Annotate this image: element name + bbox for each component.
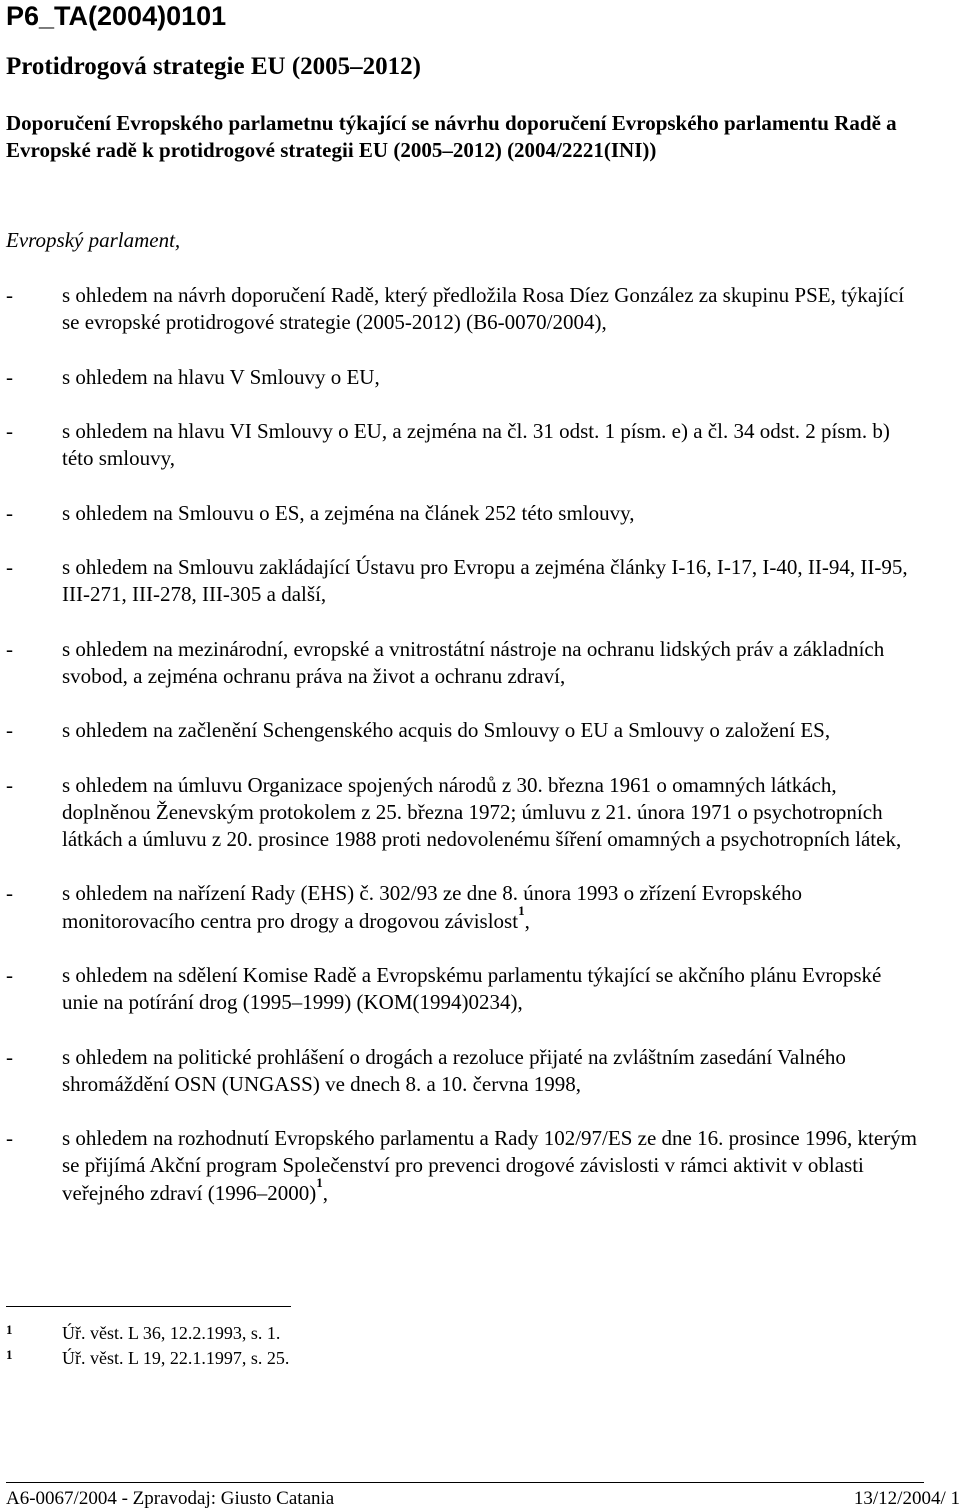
- footnote-mark: 1: [6, 1322, 13, 1337]
- citation-text: [62, 282, 922, 336]
- citation-text: [62, 364, 922, 391]
- citation-text-body: s ohledem na mezinárodní, evropské a vnitrostátní nástroje na ochranu lidských práv a základních svobod, a zejména ochranu práva na život a ochranu zdraví,: [62, 636, 885, 688]
- citation-text: [62, 500, 922, 527]
- citation-text: [62, 772, 922, 854]
- intro-line: Evropský parlament,: [6, 228, 181, 252]
- citation-item: [6, 772, 956, 854]
- footnote-text: Úř. věst. L 19, 22.1.1997, s. 25.: [62, 1348, 290, 1368]
- citation-item: [6, 717, 956, 744]
- citation-item: [6, 880, 956, 934]
- citation-item: [6, 282, 956, 336]
- citation-text-body: s ohledem na politické prohlášení o drogách a rezoluce přijaté na zvláštním zasedání Valného shromáždění OSN (UNGASS) ve dnech 8. a 10. června 1998,: [62, 1044, 846, 1096]
- bullet-dash: -: [6, 283, 13, 307]
- citation-text: [62, 717, 922, 744]
- citation-item: [6, 1125, 956, 1207]
- bullet-dash: -: [6, 718, 13, 743]
- bullet-dash: -: [6, 500, 13, 525]
- footnotes: [6, 1321, 906, 1371]
- footer-divider: [6, 1482, 924, 1483]
- footnote-item: [6, 1321, 906, 1346]
- citation-item: [6, 500, 956, 527]
- citation-text-body: s ohledem na úmluvu Organizace spojených národů z 30. března 1961 o omamných látkách, doplněnou Ženevským protokolem z 25. března 1972; úmluvu z 21. února 1971 o psychotropních látkách a úmluvu z 20. prosince 1988 proti nedovolenému šíření omamných a psychotropních látek,: [62, 772, 902, 851]
- citation-list: [6, 282, 956, 1234]
- citation-text: [62, 418, 922, 472]
- citation-tail: ,: [322, 1180, 328, 1205]
- citation-item: [6, 1044, 956, 1098]
- footnote-mark: 1: [6, 1347, 13, 1362]
- bullet-dash: -: [6, 962, 13, 987]
- bullet-dash: -: [6, 364, 13, 389]
- citation-text-body: s ohledem na Smlouvu zakládající Ústavu pro Evropu a zejména články I-16, I-17, I-40, II-94, II-95, III-271, III-278, III-305 a další,: [62, 554, 908, 607]
- footnote-item: [6, 1346, 906, 1371]
- document-reference: P6_TA(2004)0101: [6, 1, 227, 31]
- bullet-dash: -: [6, 636, 13, 661]
- bullet-dash: -: [6, 554, 13, 579]
- bullet-dash: -: [6, 418, 13, 443]
- footer-report-info: A6-0067/2004 - Zpravodaj: Giusto Catania: [6, 1488, 335, 1509]
- citation-item: [6, 962, 956, 1016]
- citation-item: [6, 554, 956, 608]
- citation-item: [6, 418, 956, 472]
- citation-text: [62, 554, 922, 608]
- citation-text-body: s ohledem na sdělení Komise Radě a Evropskému parlamentu týkající se akčního plánu Evropské unie na potírání drog (1995–1999) (KOM(1994)0234),: [62, 962, 882, 1015]
- footnote-reference[interactable]: 1: [316, 1174, 323, 1190]
- citation-text-body: s ohledem na začlenění Schengenského acquis do Smlouvy o EU a Smlouvy o založení ES,: [62, 718, 831, 743]
- citation-text: [62, 962, 922, 1016]
- citation-item: [6, 636, 956, 690]
- bullet-dash: -: [6, 1044, 13, 1069]
- citation-text-body: s ohledem na rozhodnutí Evropského parlamentu a Rady 102/97/ES ze dne 16. prosince 1996, kterým se přijímá Akční program Společenství pro prevenci drogové závislosti v rámci aktivit v oblasti veřejného zdraví (1996–2000): [62, 1126, 917, 1205]
- footer-page-info: 13/12/2004/ 1: [853, 1488, 960, 1509]
- citation-item: [6, 364, 956, 391]
- document-subtitle: Doporučení Evropského parlametnu týkající se návrhu doporučení Evropského parlamentu Radě a Evropské radě k protidrogové strategii EU (2005–2012) (2004/2221(INI)): [6, 111, 897, 162]
- citation-text: [62, 636, 922, 690]
- bullet-dash: -: [6, 881, 13, 906]
- citation-text: [62, 1125, 922, 1207]
- citation-text-body: s ohledem na hlavu VI Smlouvy o EU, a zejména na čl. 31 odst. 1 písm. e) a čl. 34 odst. 2 písm. b) této smlouvy,: [62, 418, 890, 471]
- document-title: Protidrogová strategie EU (2005–2012): [6, 53, 421, 80]
- citation-text: [62, 880, 922, 934]
- citation-text-body: s ohledem na návrh doporučení Radě, který předložila Rosa Díez González za skupinu PSE, týkající se evropské protidrogové strategie (2005-2012) (B6-0070/2004),: [62, 283, 905, 335]
- bullet-dash: -: [6, 1126, 13, 1151]
- footnote-text: Úř. věst. L 36, 12.2.1993, s. 1.: [62, 1323, 281, 1343]
- citation-tail: ,: [524, 908, 530, 933]
- bullet-dash: -: [6, 772, 13, 797]
- citation-text: [62, 1044, 922, 1098]
- citation-text-body: s ohledem na nařízení Rady (EHS) č. 302/93 ze dne 8. února 1993 o zřízení Evropského monitorovacího centra pro drogy a drogovou závislost: [62, 881, 803, 933]
- citation-text-body: s ohledem na Smlouvu o ES, a zejména na článek 252 této smlouvy,: [62, 500, 635, 525]
- footnote-divider: [6, 1306, 291, 1307]
- citation-text-body: s ohledem na hlavu V Smlouvy o EU,: [62, 364, 380, 389]
- footnote-reference[interactable]: 1: [518, 902, 525, 918]
